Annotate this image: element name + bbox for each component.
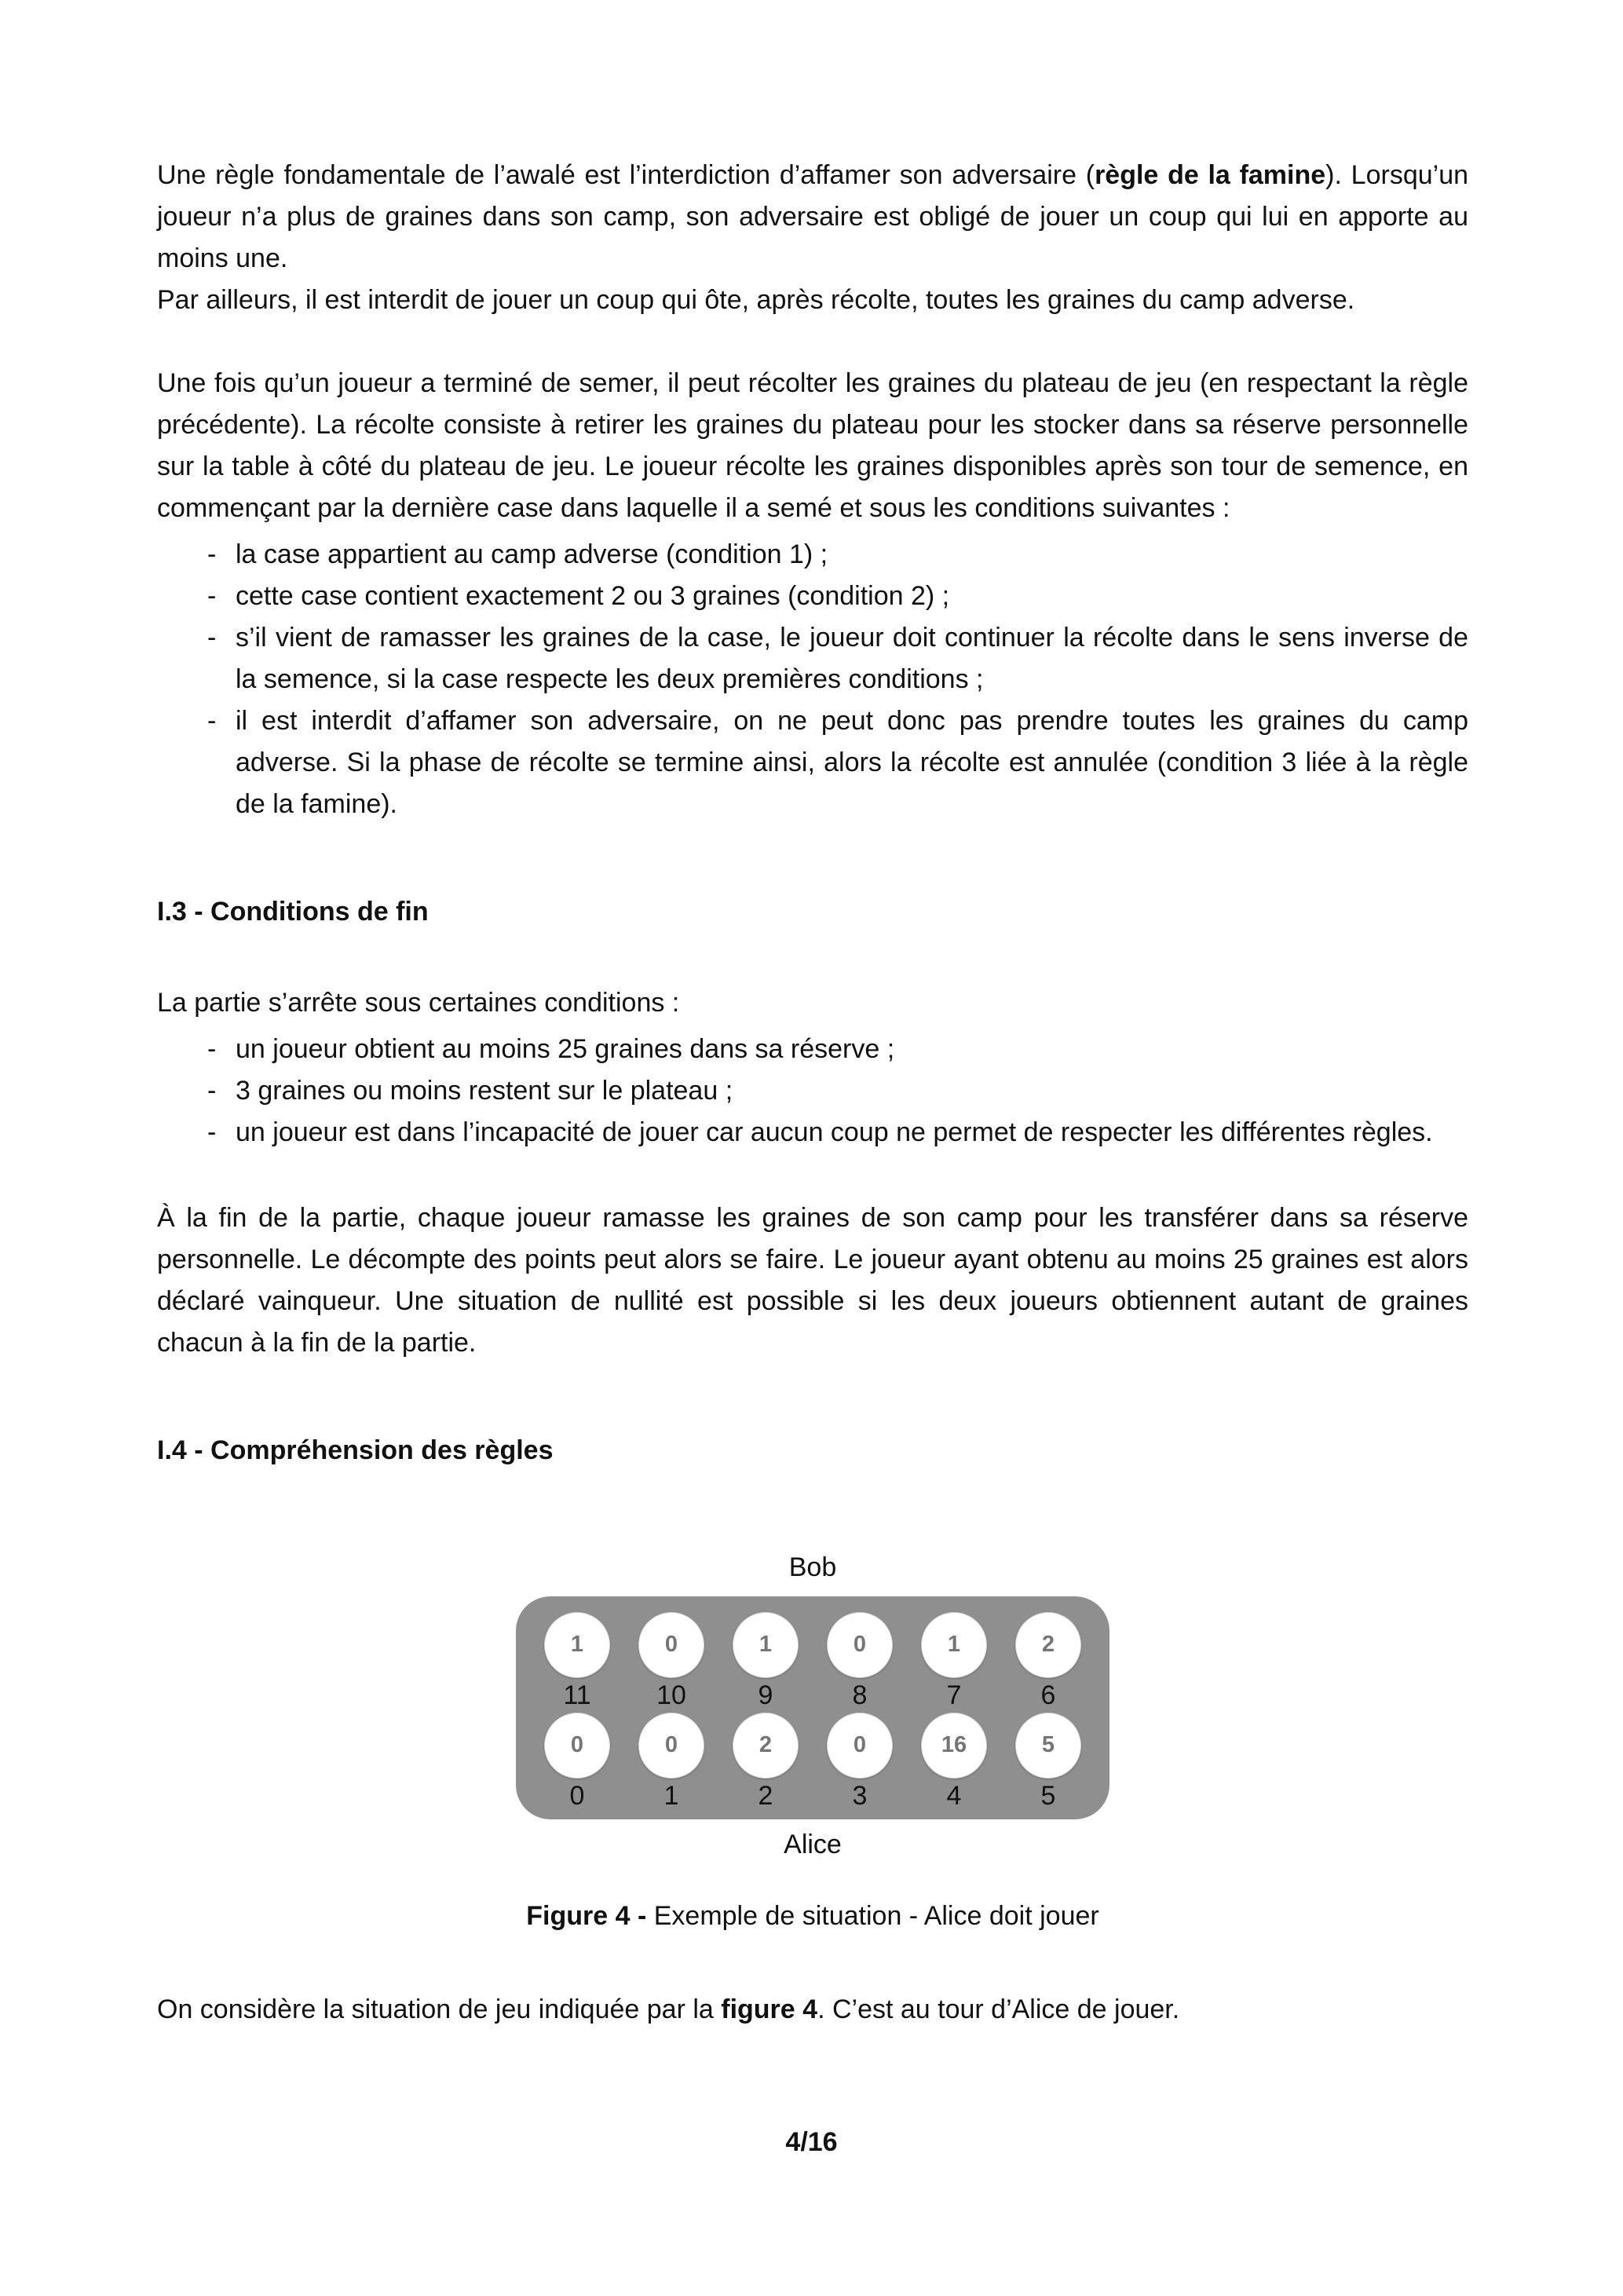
pit-value: 5 xyxy=(1041,1732,1055,1758)
pit-6 xyxy=(1015,1612,1081,1713)
pit-value: 1 xyxy=(758,1632,773,1658)
figure-caption xyxy=(157,1896,1468,1937)
paragraph-game-end: La partie s’arrête sous certaines conditions : xyxy=(157,987,680,1018)
paragraph-text: On considère la situation de jeu indiquée par la xyxy=(157,1994,722,2024)
paragraph-situation xyxy=(157,1989,1468,2031)
list-harvest-conditions xyxy=(157,534,1468,825)
pit-hole xyxy=(733,1612,799,1678)
list-item: - un joueur obtient au moins 25 graines dans sa réserve ; xyxy=(157,1029,1468,1070)
paragraph-text: ). Lorsqu’un joueur n’a plus de graines dans son camp, son adversaire est obligé de jouer un coup qui lui en apporte au moins une. xyxy=(157,160,1469,274)
list-item: - la case appartient au camp adverse (condition 1) ; xyxy=(157,534,1468,576)
paragraph-harvest: Une fois qu’un joueur a terminé de semer, il peut récolter les graines du plateau de jeu (en respectant la règle précédente). La récolte consiste à retirer les graines du plateau pour les stocker dans sa réserve personnelle sur la table à côté du plateau de jeu. Le joueur récolte les graines disponibles après son tour de semence, en commençant par la dernière case dans laquelle il a semé et sous les conditions suivantes : xyxy=(157,368,1468,524)
pit-hole xyxy=(827,1612,893,1678)
list-item: - s’il vient de ramasser les graines de la case, le joueur doit continuer la récolte dans le sens inverse de la semence, si la case respecte les deux premières conditions ; xyxy=(157,617,1468,700)
paragraph-final-count: À la fin de la partie, chaque joueur ramasse les graines de son camp pour les transférer dans sa réserve personnelle. Le décompte des points peut alors se faire. Le joueur ayant obtenu au moins 25 graines est alors déclaré vainqueur. Une situation de nullité est possible si les deux joueurs obtiennent autant de graines chacun à la fin de la partie. xyxy=(157,1202,1468,1358)
pit-hole xyxy=(921,1612,987,1678)
list-end-conditions xyxy=(157,1029,1468,1153)
board-row-alice xyxy=(544,1713,1081,1813)
pit-index: 0 xyxy=(569,1780,585,1811)
pit-hole xyxy=(544,1612,610,1678)
pit-hole xyxy=(638,1612,704,1678)
pit-index: 11 xyxy=(563,1680,591,1710)
paragraph-famine-rule xyxy=(157,155,1468,280)
list-item: - 3 graines ou moins restent sur le plateau ; xyxy=(157,1070,1468,1112)
pit-value: 0 xyxy=(853,1632,867,1658)
pit-7 xyxy=(921,1612,987,1713)
paragraph-text: . C’est au tour d’Alice de jouer. xyxy=(817,1994,1180,2024)
player-label-alice: Alice xyxy=(784,1829,842,1859)
pit-11 xyxy=(544,1612,610,1713)
pit-value: 16 xyxy=(941,1732,967,1758)
pit-1 xyxy=(638,1713,704,1813)
pit-index: 7 xyxy=(946,1680,962,1710)
pit-9 xyxy=(733,1612,799,1713)
pit-index: 9 xyxy=(758,1680,773,1710)
paragraph-forbidden-move: Par ailleurs, il est interdit de jouer un coup qui ôte, après récolte, toutes les graines du camp adverse. xyxy=(157,285,1355,316)
pit-value: 2 xyxy=(1041,1632,1055,1658)
pit-hole xyxy=(544,1713,610,1779)
pit-index: 4 xyxy=(946,1780,962,1811)
pit-hole xyxy=(638,1713,704,1779)
pit-index: 6 xyxy=(1040,1680,1056,1710)
figure-caption-label: Figure 4 - xyxy=(526,1900,654,1931)
pit-5 xyxy=(1015,1713,1081,1813)
player-label-bob: Bob xyxy=(788,1552,837,1582)
figure-4 xyxy=(157,1547,1468,1937)
pit-value: 1 xyxy=(947,1632,961,1658)
list-item: - cette case contient exactement 2 ou 3 graines (condition 2) ; xyxy=(157,576,1468,617)
pit-value: 1 xyxy=(570,1632,584,1658)
section-heading-i3: I.3 - Conditions de fin xyxy=(157,897,429,927)
page-content xyxy=(157,155,1468,2031)
pit-10 xyxy=(638,1612,704,1713)
pit-value: 0 xyxy=(664,1732,678,1758)
figure-caption-text: Exemple de situation - Alice doit jouer xyxy=(653,1900,1099,1931)
pit-value: 0 xyxy=(570,1732,584,1758)
bold-figure-ref: figure 4 xyxy=(721,1994,818,2024)
board-row-bob xyxy=(544,1612,1081,1713)
pit-value: 0 xyxy=(853,1732,867,1758)
list-item: - un joueur est dans l’incapacité de jouer car aucun coup ne permet de respecter les différentes règles. xyxy=(157,1112,1468,1153)
pit-hole xyxy=(921,1713,987,1779)
pit-3 xyxy=(827,1713,893,1813)
pit-index: 10 xyxy=(656,1680,686,1710)
pit-index: 8 xyxy=(852,1680,868,1710)
awale-board xyxy=(516,1596,1109,1819)
pit-hole xyxy=(733,1713,799,1779)
pit-hole xyxy=(1015,1713,1081,1779)
paragraph-text: Une règle fondamentale de l’awalé est l’interdiction d’affamer son adversaire ( xyxy=(157,160,1095,190)
list-item: - il est interdit d’affamer son adversaire, on ne peut donc pas prendre toutes les graines du camp adverse. Si la phase de récolte se termine ainsi, alors la récolte est annulée (condition 3 liée à la règle de la famine). xyxy=(157,700,1468,825)
pit-index: 1 xyxy=(663,1780,679,1811)
pit-2 xyxy=(733,1713,799,1813)
page-number: 4/16 xyxy=(785,2127,838,2157)
pit-8 xyxy=(827,1612,893,1713)
bold-famine-rule: règle de la famine xyxy=(1095,160,1326,190)
pit-index: 2 xyxy=(758,1780,773,1811)
pit-value: 2 xyxy=(758,1732,773,1758)
section-heading-i4: I.4 - Compréhension des règles xyxy=(157,1435,554,1465)
pit-index: 3 xyxy=(852,1780,868,1811)
pit-value: 0 xyxy=(664,1632,678,1658)
pit-index: 5 xyxy=(1040,1780,1056,1811)
pit-hole xyxy=(827,1713,893,1779)
pit-hole xyxy=(1015,1612,1081,1678)
pit-4 xyxy=(921,1713,987,1813)
pit-0 xyxy=(544,1713,610,1813)
